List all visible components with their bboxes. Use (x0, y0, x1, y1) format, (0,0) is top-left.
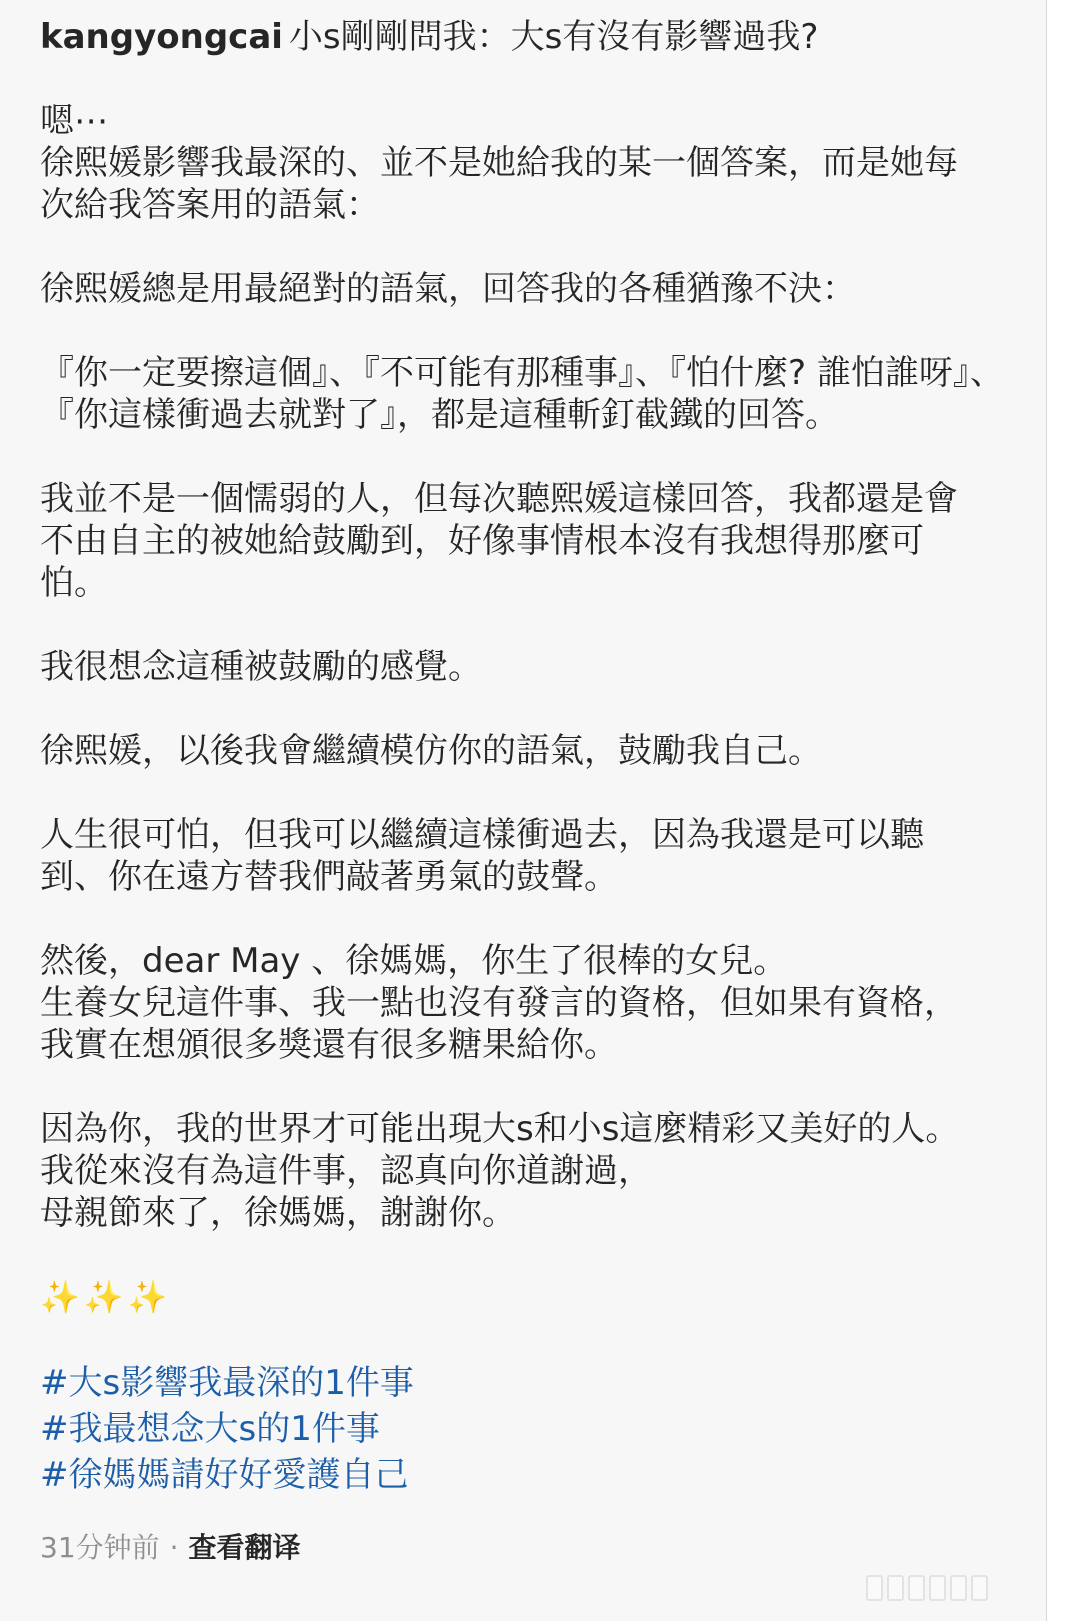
watermark-mark (929, 1575, 946, 1601)
username-link[interactable]: kangyongcai (40, 17, 283, 57)
paragraph-spacer (40, 310, 1030, 352)
paragraph-spacer (40, 688, 1030, 730)
caption-paragraph (40, 646, 1030, 688)
caption-body (40, 100, 1030, 1234)
hashtag-link[interactable]: #徐媽媽請好好愛護自己 (40, 1455, 409, 1495)
hashtag-link[interactable]: #大s影響我最深的1件事 (40, 1363, 414, 1403)
caption-line: 徐熙媛總是用最絕對的語氣，回答我的各種猶豫不決： (40, 269, 856, 309)
hashtag-link[interactable]: #我最想念大s的1件事 (40, 1409, 380, 1449)
caption-paragraph (40, 814, 1030, 898)
watermark-mark (866, 1575, 883, 1601)
caption-line: 怕。 (40, 563, 108, 603)
caption-line: 我並不是一個懦弱的人，但每次聽熙媛這樣回答，我都還是會 (40, 479, 958, 519)
caption-line: 母親節來了，徐媽媽，謝謝你。 (40, 1193, 516, 1233)
watermark-mark (887, 1575, 904, 1601)
paragraph-spacer (40, 1066, 1030, 1108)
paragraph-spacer (40, 436, 1030, 478)
caption-line: 次給我答案用的語氣： (40, 185, 380, 225)
caption-line: 『你一定要擦這個』、『不可能有那種事』、『怕什麼? 誰怕誰呀』、 (40, 353, 1004, 393)
paragraph-spacer (40, 898, 1030, 940)
paragraph-spacer (40, 226, 1030, 268)
see-translation-button[interactable]: 查看翻译 (188, 1531, 301, 1564)
timestamp: 31分钟前 (40, 1531, 160, 1564)
caption-paragraph (40, 730, 1030, 772)
caption-paragraph (40, 1108, 1030, 1234)
caption-line: 然後，dear May 、徐媽媽，你生了很棒的女兒。 (40, 941, 788, 981)
caption-line: 因為你，我的世界才可能出現大s和小s這麼精彩又美好的人。 (40, 1109, 960, 1149)
paragraph-spacer (40, 604, 1030, 646)
caption-line: 到、你在遠方替我們敲著勇氣的鼓聲。 (40, 857, 618, 897)
caption-line: 嗯⋯ (40, 101, 108, 141)
caption-line: 徐熙媛影響我最深的、並不是她給我的某一個答案，而是她每 (40, 143, 958, 183)
caption-paragraph (40, 100, 1030, 226)
watermark-mark (908, 1575, 925, 1601)
caption-line: 我從來沒有為這件事，認真向你道謝過， (40, 1151, 652, 1191)
caption-line: 人生很可怕，但我可以繼續這樣衝過去，因為我還是可以聽 (40, 815, 924, 855)
caption-line: 生養女兒這件事、我一點也沒有發言的資格，但如果有資格， (40, 983, 958, 1023)
hashtag-list (40, 1360, 1030, 1498)
paragraph-spacer (40, 772, 1030, 814)
caption-content (40, 16, 1030, 1498)
post-meta (40, 1526, 301, 1570)
caption-line: 不由自主的被她給鼓勵到，好像事情根本沒有我想得那麼可 (40, 521, 924, 561)
watermark-logo (866, 1575, 988, 1601)
caption-paragraph (40, 352, 1030, 436)
sparkles-emoji: ✨✨✨ (40, 1278, 172, 1316)
caption-paragraph (40, 268, 1030, 310)
caption-line: 我實在想頒很多獎還有很多糖果給你。 (40, 1025, 618, 1065)
caption-title: 小s剛剛問我：大s有沒有影響過我? (288, 17, 819, 57)
caption-line: 『你這樣衝過去就對了』，都是這種斬釘截鐵的回答。 (40, 395, 839, 435)
caption-header (40, 16, 1030, 58)
spacer (40, 58, 1030, 100)
watermark-mark (950, 1575, 967, 1601)
caption-paragraph (40, 478, 1030, 604)
caption-line: 徐熙媛，以後我會繼續模仿你的語氣，鼓勵我自己。 (40, 731, 822, 771)
caption-paragraph (40, 940, 1030, 1066)
watermark-mark (971, 1575, 988, 1601)
caption-line: 我很想念這種被鼓勵的感覺。 (40, 647, 482, 687)
meta-separator: · (169, 1531, 179, 1564)
